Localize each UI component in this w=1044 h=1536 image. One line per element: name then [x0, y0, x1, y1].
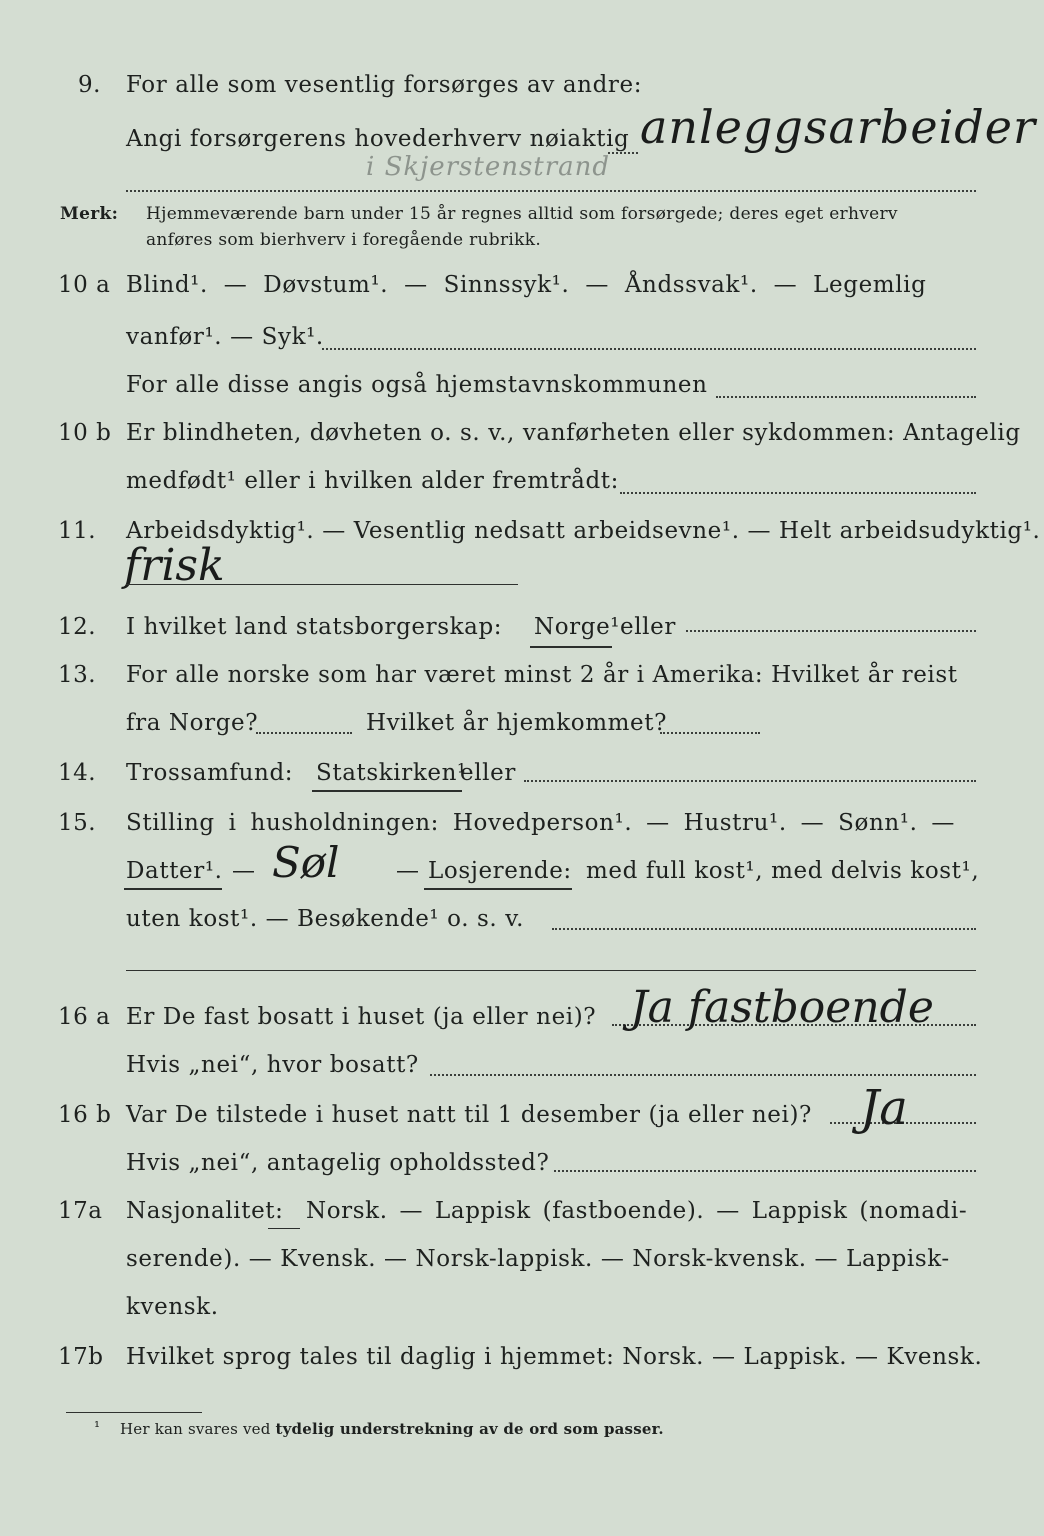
q17b-line1: Hvilket sprog tales til daglig i hjemmet: Norsk. — Lappisk. — Kvensk. [126, 1344, 983, 1370]
footnote-text: Her kan svares ved tydelig understrekning av de ord som passer. [120, 1420, 664, 1438]
q12-line1: I hvilket land statsborgerskap: [126, 614, 503, 640]
q15-losjerende-underline [424, 888, 572, 890]
q16b-handwritten-answer: Ja [860, 1080, 908, 1136]
q10a-line1: Blind¹. — Døvstum¹. — Sinnssyk¹. — Åndssvak¹. — Legemlig [126, 272, 927, 298]
q16a-handwritten-answer: Ja fastboende [630, 982, 934, 1033]
q16b-line2: Hvis „nei“, antagelig opholdssted? [126, 1150, 550, 1176]
q14-number: 14. [58, 760, 97, 786]
q17a-line2: serende). — Kvensk. — Norsk-lappisk. — Norsk-kvensk. — Lappisk- [126, 1246, 950, 1272]
q15-line1: Stilling i husholdningen: Hovedperson¹. — Hustru¹. — Sønn¹. — [126, 810, 956, 836]
merk-line1: Hjemmeværende barn under 15 år regnes alltid som forsørgede; deres eget erhverv [146, 204, 898, 224]
q12-dotted-line [686, 630, 976, 632]
q10b-number: 10 b [58, 420, 112, 446]
q14-statskirken-underline [312, 790, 462, 792]
q13-dotted-a [256, 732, 352, 734]
q16a-line2: Hvis „nei“, hvor bosatt? [126, 1052, 419, 1078]
q14-label: Trossamfund: [126, 760, 294, 786]
q16a-line2-dotted [430, 1074, 976, 1076]
q10a-line2: vanfør¹. — Syk¹. [126, 324, 324, 350]
q17a-line1b: Norsk. — Lappisk (fastboende). — Lappisk (nomadi- [306, 1198, 968, 1224]
q13-line2b: Hvilket år hjemkommet? [366, 710, 668, 736]
q14-eller: eller [460, 760, 516, 786]
q15-datter-underline [124, 888, 222, 890]
q17a-underline-mark [268, 1228, 300, 1229]
q13-number: 13. [58, 662, 97, 688]
q10b-line1: Er blindheten, døvheten o. s. v., vanførheten eller sykdommen: Antagelig [126, 420, 1021, 446]
q12-norge-underline [530, 646, 612, 648]
q13-dotted-b [660, 732, 760, 734]
q16b-number: 16 b [58, 1102, 112, 1128]
q9-line2: Angi forsørgerens hovederhverv nøiaktig [126, 126, 630, 152]
q9-number: 9. [78, 72, 101, 98]
q14-dotted-line [524, 780, 976, 782]
q10a-line2-dotted [322, 348, 976, 350]
q15-number: 15. [58, 810, 97, 836]
q10b-line2-dotted [620, 492, 976, 494]
footnote-mark: ¹ [94, 1418, 101, 1436]
q9-handwritten-line2: i Skjerstenstrand [366, 152, 611, 182]
q11-answer-line [126, 584, 518, 585]
q16b-line2-dotted [554, 1170, 976, 1172]
q15-datter: Datter¹. [126, 858, 223, 884]
q10a-line3: For alle disse angis også hjemstavnskommunen [126, 372, 708, 398]
q14-statskirken: Statskirken¹ [316, 760, 467, 786]
q9-line1: For alle som vesentlig forsørges av andre: [126, 72, 643, 98]
q17a-line3: kvensk. [126, 1294, 219, 1320]
merk-line2: anføres som bierhverv i foregående rubrikk. [146, 230, 542, 250]
q11-number: 11. [58, 518, 97, 544]
q13-line1: For alle norske som har været minst 2 år i Amerika: Hvilket år reist [126, 662, 958, 688]
q11-line1: Arbeidsdyktig¹. — Vesentlig nedsatt arbeidsevne¹. — Helt arbeidsudyktig¹. [126, 518, 1041, 544]
footnote-rule [66, 1412, 202, 1413]
q10a-line3-dotted [716, 396, 976, 398]
q15-line3: uten kost¹. — Besøkende¹ o. s. v. [126, 906, 525, 932]
q13-line2a: fra Norge? [126, 710, 259, 736]
q15-handwritten-middle: Søl [272, 838, 340, 887]
q12-number: 12. [58, 614, 97, 640]
q17b-number: 17b [58, 1344, 104, 1370]
q15-dash1: — [232, 858, 256, 884]
q17a-line1a: Nasjonalitet: [126, 1198, 284, 1224]
q15-losjerende: Losjerende: [428, 858, 572, 884]
q16b-line1: Var De tilstede i huset natt til 1 desember (ja eller nei)? [126, 1102, 812, 1128]
q9-dotted-line [608, 152, 638, 154]
q10b-line2: medfødt¹ eller i hvilken alder fremtrådt: [126, 468, 619, 494]
q9-handwritten-answer: anleggsarbeider [640, 100, 1036, 154]
q10a-number: 10 a [58, 272, 111, 298]
q9-continuation-line [126, 190, 976, 192]
q17a-number: 17a [58, 1198, 103, 1224]
merk-label: Merk: [60, 204, 119, 224]
q11-handwritten-answer: frisk [124, 540, 225, 591]
q12-eller: eller [620, 614, 676, 640]
q16a-number: 16 a [58, 1004, 111, 1030]
q16a-line1: Er De fast bosatt i huset (ja eller nei)? [126, 1004, 597, 1030]
q15-line2-rest: med full kost¹, med delvis kost¹, [586, 858, 980, 884]
q15-dash2: — [396, 858, 420, 884]
q15-separator [126, 970, 976, 971]
q15-line3-dotted [552, 928, 976, 930]
q12-norge: Norge¹ [534, 614, 621, 640]
